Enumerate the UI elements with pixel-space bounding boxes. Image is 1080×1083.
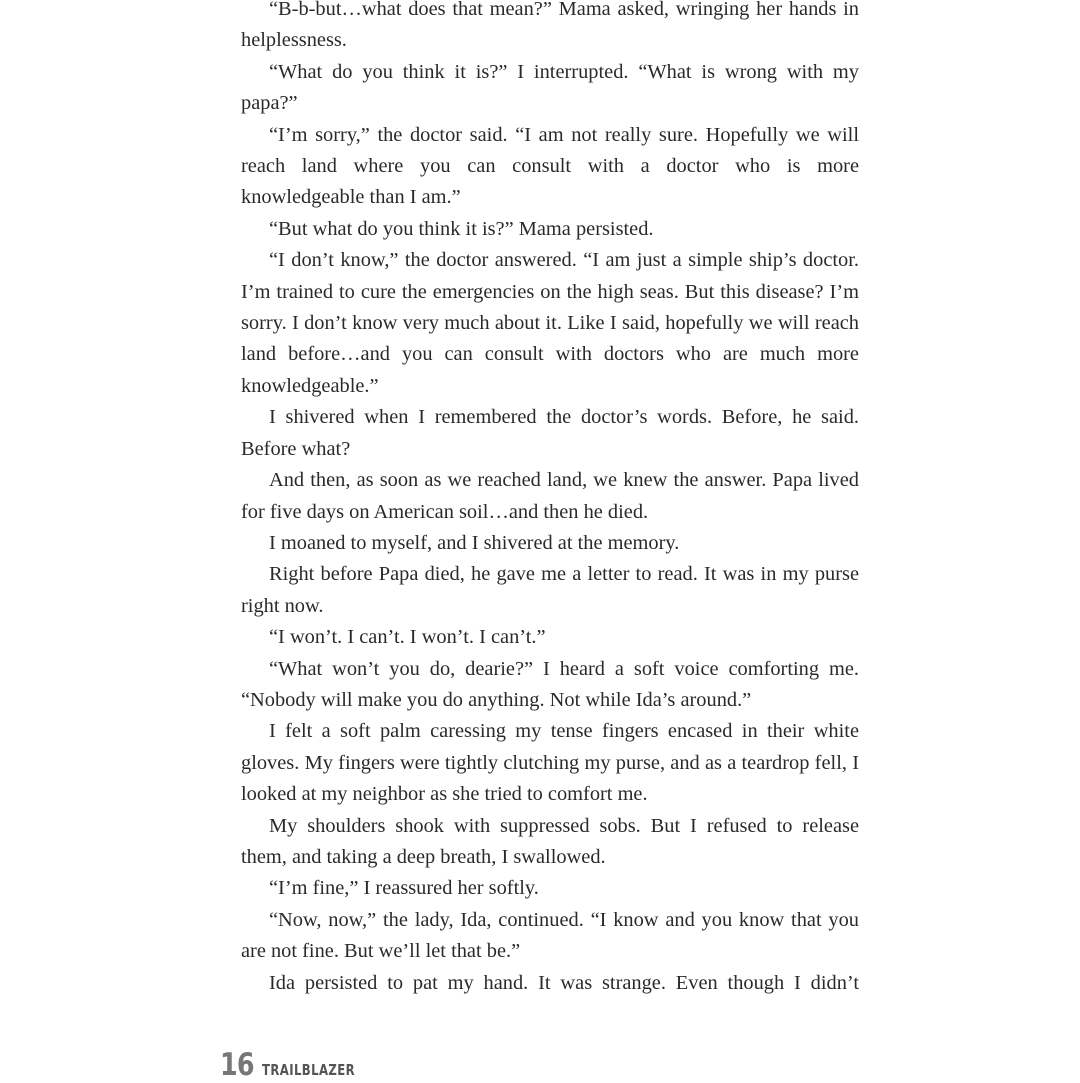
- paragraph: Right before Papa died, he gave me a letter to read. It was in my purse right now.: [241, 563, 859, 617]
- page-number: 16: [220, 1047, 254, 1083]
- paragraph: “I’m sorry,” the doctor said. “I am not really sure. Hopefully we will reach land where you can consult with a doctor who is more knowledgeable than I am.”: [241, 123, 859, 209]
- body-text: [241, 0, 859, 999]
- paragraph: I felt a soft palm caressing my tense fingers encased in their white gloves. My fingers were tightly clutching my purse, and as a teardrop fell, I looked at my neighbor as she tried to comfort me.: [241, 720, 859, 806]
- paragraph: “What won’t you do, dearie?” I heard a soft voice comforting me. “Nobody will make you do anything. Not while Ida’s around.”: [241, 657, 859, 711]
- paragraph: “I won’t. I can’t. I won’t. I can’t.”: [269, 626, 546, 649]
- paragraph: “What do you think it is?” I interrupted. “What is wrong with my papa?”: [241, 60, 859, 115]
- paragraph: “Now, now,” the lady, Ida, continued. “I know and you know that you are not fine. But we’ll let that be.”: [241, 908, 859, 963]
- running-title: TRAILBLAZER: [262, 1061, 356, 1079]
- page-footer: [220, 1047, 381, 1083]
- paragraph: And then, as soon as we reached land, we knew the answer. Papa lived for five days on American soil…and then he died.: [241, 469, 859, 523]
- paragraph: My shoulders shook with suppressed sobs. But I refused to release them, and taking a deep breath, I swallowed.: [241, 814, 859, 868]
- paragraph: “I don’t know,” the doctor answered. “I am just a simple ship’s doctor. I’m trained to cure the emergencies on the high seas. But this disease? I’m sorry. I don’t know very much about it. Like I said, hopefully we will reach land before…and you can consult with doctors who are much more knowledgeable.”: [241, 249, 859, 397]
- paragraph: “But what do you think it is?” Mama persisted.: [269, 217, 654, 240]
- paragraph: Ida persisted to pat my hand. It was strange. Even though I didn’t: [269, 971, 859, 994]
- paragraph: “I’m fine,” I reassured her softly.: [269, 877, 539, 900]
- paragraph: I shivered when I remembered the doctor’s words. Before, he said. Before what?: [241, 406, 859, 460]
- paragraph: “B-b-but…what does that mean?” Mama asked, wringing her hands in helplessness.: [241, 0, 859, 52]
- paragraph: I moaned to myself, and I shivered at the memory.: [269, 531, 680, 554]
